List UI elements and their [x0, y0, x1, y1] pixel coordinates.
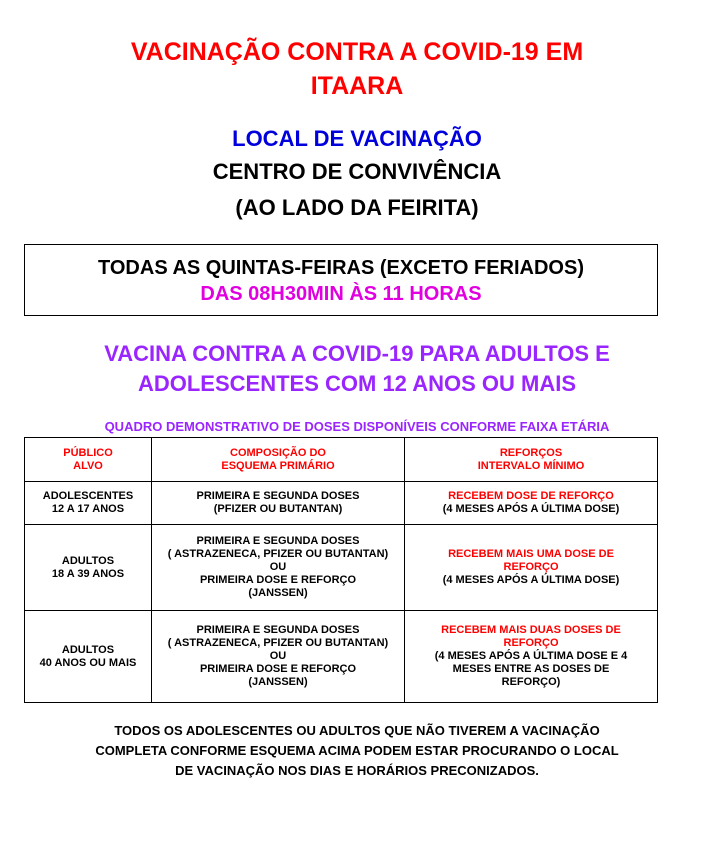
- footer-line-2: COMPLETA CONFORME ESQUEMA ACIMA PODEM ESTAR PROCURANDO O LOCAL: [95, 743, 619, 758]
- table-header-row: [25, 438, 658, 482]
- table-caption: QUADRO DEMONSTRATIVO DE DOSES DISPONÍVEIS CONFORME FAIXA ETÁRIA: [104, 419, 610, 434]
- page-title: [0, 35, 714, 103]
- scheme-line: (JANSSEN): [248, 587, 308, 599]
- booster-interval: (4 MESES APÓS A ÚLTIMA DOSE E 4: [434, 650, 628, 662]
- location-heading: LOCAL DE VACINAÇÃO: [232, 126, 482, 151]
- scheme-line: PRIMEIRA DOSE E REFORÇO: [199, 574, 357, 586]
- schedule-days: TODAS AS QUINTAS-FEIRAS (EXCETO FERIADOS): [98, 257, 584, 279]
- header-scheme-line2: ESQUEMA PRIMÁRIO: [221, 459, 335, 472]
- scheme-line: PRIMEIRA E SEGUNDA DOSES: [196, 490, 360, 502]
- vaccine-title-line-2: ADOLESCENTES COM 12 ANOS OU MAIS: [137, 371, 576, 396]
- row-scheme: [152, 482, 405, 525]
- scheme-line: ( ASTRAZENECA, PFIZER OU BUTANTAN): [167, 637, 389, 649]
- booster-highlight: RECEBEM MAIS UMA DOSE DE: [448, 548, 614, 560]
- header-public: [25, 438, 152, 482]
- scheme-line: (PFIZER OU BUTANTAN): [213, 503, 343, 515]
- vaccine-title: [0, 339, 714, 399]
- booster-interval: MESES ENTRE AS DOSES DE: [452, 663, 610, 675]
- public-line1: ADULTOS: [61, 643, 115, 656]
- header-public-line1: PÚBLICO: [63, 446, 113, 459]
- row-public: [25, 611, 152, 703]
- booster-highlight: REFORÇO: [503, 561, 559, 573]
- doses-table: [24, 437, 658, 703]
- public-line2: 18 A 39 ANOS: [51, 567, 125, 580]
- row-booster: [405, 482, 658, 525]
- scheme-line: PRIMEIRA DOSE E REFORÇO: [199, 663, 357, 675]
- booster-interval: REFORÇO): [501, 676, 561, 688]
- scheme-line: OU: [269, 561, 287, 573]
- footer-line-1: TODOS OS ADOLESCENTES OU ADULTOS QUE NÃO TIVEREM A VACINAÇÃO: [114, 723, 600, 738]
- title-line-2: ITAARA: [310, 72, 404, 100]
- table-row: [25, 611, 658, 703]
- header-public-line2: ALVO: [73, 459, 103, 472]
- scheme-line: (JANSSEN): [248, 676, 308, 688]
- booster-interval: (4 MESES APÓS A ÚLTIMA DOSE): [442, 503, 620, 515]
- header-scheme-line1: COMPOSIÇÃO DO: [230, 446, 326, 459]
- header-booster-line1: REFORÇOS: [499, 446, 563, 459]
- row-public: [25, 482, 152, 525]
- booster-interval: (4 MESES APÓS A ÚLTIMA DOSE): [442, 574, 620, 586]
- booster-highlight: REFORÇO: [503, 637, 559, 649]
- header-booster: [405, 438, 658, 482]
- schedule-box: [24, 244, 658, 316]
- row-booster: [405, 611, 658, 703]
- schedule-hours: DAS 08H30MIN ÀS 11 HORAS: [200, 283, 482, 305]
- row-scheme: [152, 525, 405, 611]
- row-scheme: [152, 611, 405, 703]
- footer-note: [0, 721, 714, 781]
- public-line1: ADOLESCENTES: [42, 490, 134, 502]
- location-note: (AO LADO DA FEIRITA): [235, 195, 479, 220]
- table-row: [25, 525, 658, 611]
- title-line-1: VACINAÇÃO CONTRA A COVID-19 EM: [130, 38, 584, 66]
- row-booster: [405, 525, 658, 611]
- public-line2: 40 ANOS OU MAIS: [39, 656, 137, 669]
- footer-line-3: DE VACINAÇÃO NOS DIAS E HORÁRIOS PRECONIZADOS.: [175, 763, 539, 778]
- booster-highlight: RECEBEM DOSE DE REFORÇO: [448, 490, 614, 502]
- location-place: CENTRO DE CONVIVÊNCIA: [212, 159, 502, 184]
- row-public: [25, 525, 152, 611]
- header-scheme: [152, 438, 405, 482]
- public-line2: 12 A 17 ANOS: [51, 503, 125, 515]
- public-line1: ADULTOS: [61, 554, 115, 567]
- vaccine-title-line-1: VACINA CONTRA A COVID-19 PARA ADULTOS E: [104, 341, 610, 366]
- scheme-line: ( ASTRAZENECA, PFIZER OU BUTANTAN): [167, 548, 389, 560]
- scheme-line: PRIMEIRA E SEGUNDA DOSES: [196, 624, 360, 636]
- scheme-line: PRIMEIRA E SEGUNDA DOSES: [196, 535, 360, 547]
- table-row: [25, 482, 658, 525]
- booster-highlight: RECEBEM MAIS DUAS DOSES DE: [441, 624, 621, 636]
- scheme-line: OU: [269, 650, 287, 662]
- header-booster-line2: INTERVALO MÍNIMO: [477, 459, 585, 472]
